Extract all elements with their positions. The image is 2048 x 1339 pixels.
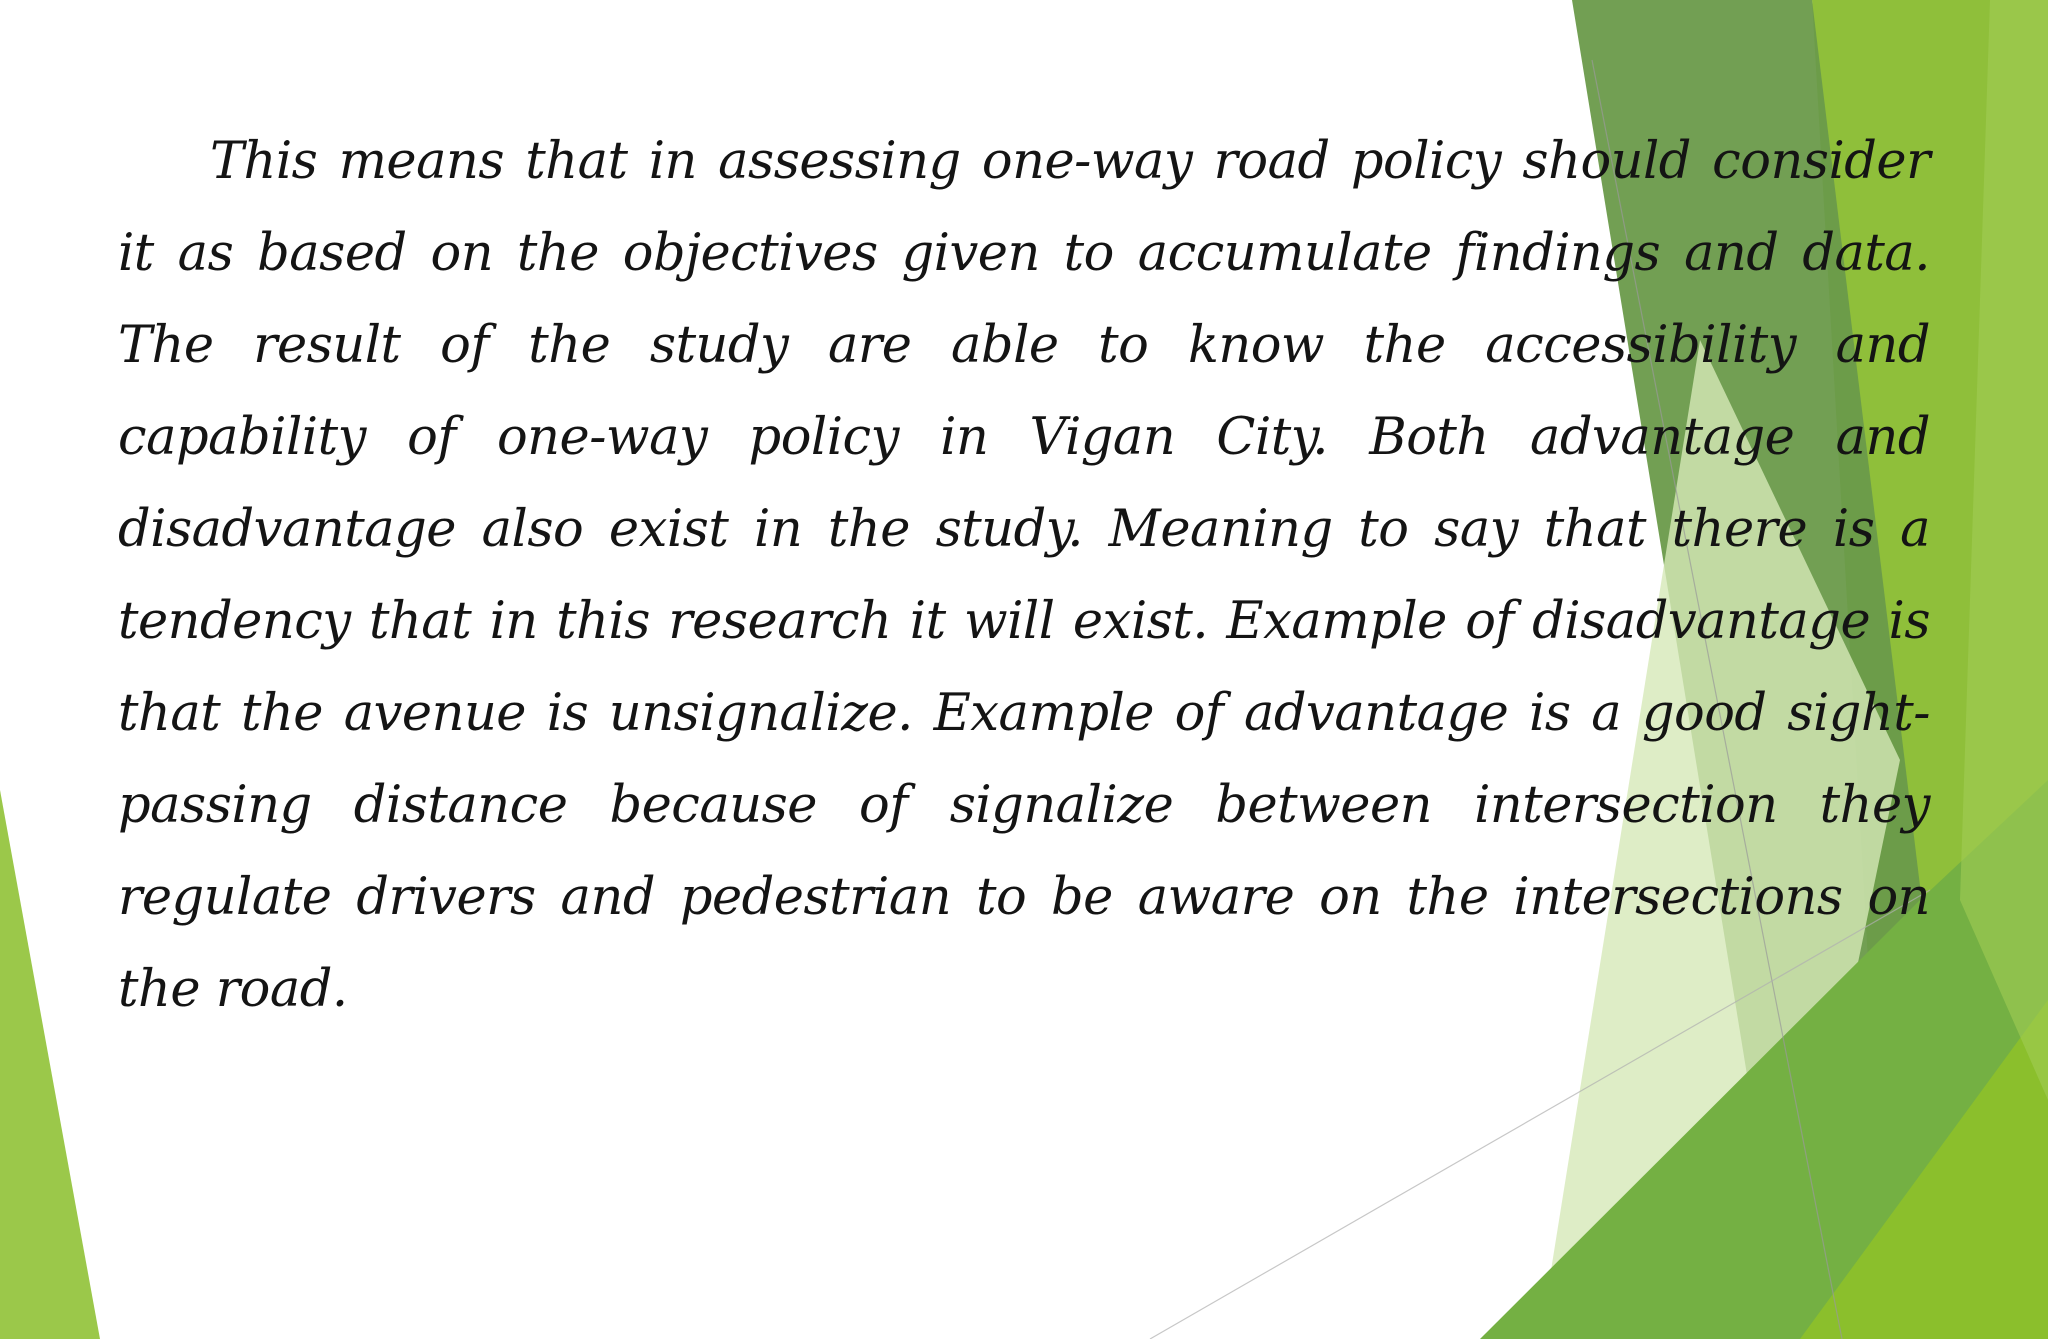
body-paragraph: This means that in assessing one-way road policy should consider it as based on the objectives given to accumulate findings and data. The result of the study are able to know the accessibility and capability of one-way policy in Vigan City. Both advantage and disadvantage also exist in the study. Meaning to say that there is a tendency that in this research it will exist. Example of disadvantage is that the avenue is unsignalize. Example of advantage is a good sight-passing distance because of signalize between intersection they regulate drivers and pedestrian to be aware on the intersections on the road.: [118, 132, 1930, 1019]
left-green-shape: [0, 790, 100, 1339]
